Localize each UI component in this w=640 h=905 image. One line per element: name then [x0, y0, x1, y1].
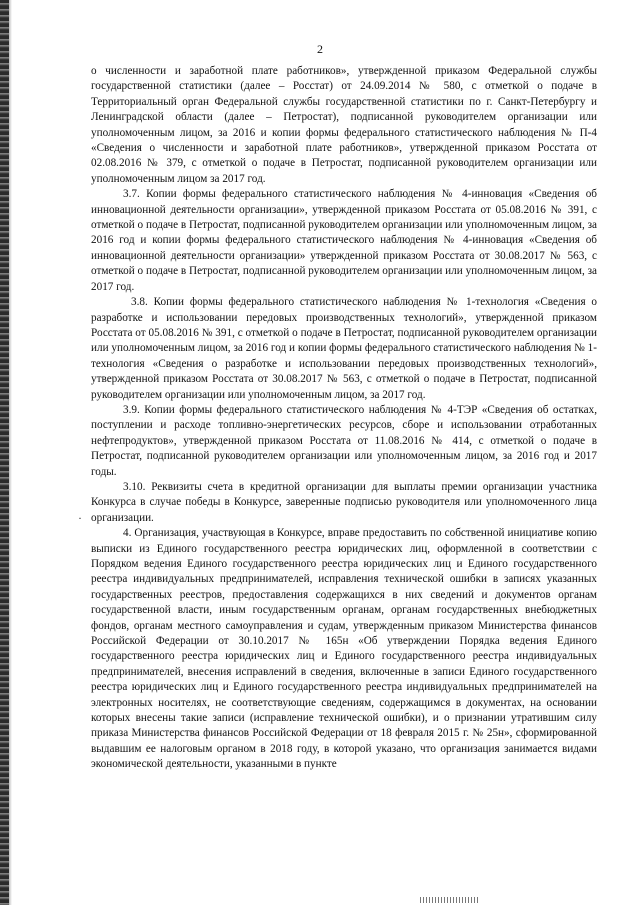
- document-body: [91, 64, 597, 773]
- margin-mark: ·: [78, 511, 82, 525]
- scan-binding-edge: [0, 0, 9, 905]
- paragraph-3-9: 3.9. Копии формы федерального статистического наблюдения № 4-ТЭР «Сведения об остатках, поступлении и расходе топливно-энергетических ресурсов, сборе и использовании отработанных нефтепродуктов», утвержденной приказом Росстата от 11.08.2016 № 414, с отметкой о подаче в Петростат, подписанной руководителем организации или уполномоченным лицом, за 2016 год и 2017 годы.: [91, 403, 597, 478]
- paragraph-4: 4. Организация, участвующая в Конкурсе, вправе предоставить по собственной инициативе копию выписки из Единого государственного реестра юридических лиц, оформленной в соответствии с Порядком ведения Единого государственного реестра юридических лиц и Единого государственного реестра индивидуальных предпринимателей, исправления технической ошибки в записях указанных государственных реестров, предоставления содержащихся в них сведений и документов органам государственной власти, иным государственным органам, органам государственных внебюджетных фондов, органам местного самоуправления и судам, утвержденным приказом Министерства финансов Российской Федерации от 30.10.2017 № 165н «Об утверждении Порядка ведения Единого государственного реестра юридических лиц и Единого государственного реестра индивидуальных предпринимателей, внесения исправлений в сведения, включенные в записи Единого государственного реестра юридических лиц и Единого государственного реестра индивидуальных предпринимателей на электронных носителях, не соответствующие сведениям, содержащимся в документах, на основании которых внесены такие записи (исправление технической ошибки), и о признании утратившим силу приказа Министерства финансов Российской Федерации от 18 февраля 2015 г. № 25н», сформированной выдавшим ее налоговым органом в 2018 году, в которой указано, что организация занимается видами экономической деятельности, указанными в пункте: [91, 527, 597, 771]
- page-number: 2: [317, 42, 323, 56]
- paragraph-3-10: 3.10. Реквизиты счета в кредитной организации для выплаты премии организации участника Конкурса в случае победы в Конкурсе, заверенные подписью руководителя или уполномоченного лица организации.: [91, 480, 597, 524]
- paragraph-3-8: 3.8. Копии формы федерального статистического наблюдения № 1-технология «Сведения о разработке и использовании передовых производственных технологий», утвержденной приказом Росстата от 05.08.2016 № 391, с отметкой о подаче в Петростат, подписанной руководителем организации или уполномоченным лицом, за 2016 год и копии формы федерального статистического наблюдения № 1-технология «Сведения о разработке и использовании передовых производственных технологий», утвержденной приказом Росстата от 30.08.2017 № 563, с отметкой о подаче в Петростат, подписанной руководителем организации или уполномоченным лицом, за 2017 год.: [91, 296, 597, 401]
- paragraph-3-7: 3.7. Копии формы федерального статистического наблюдения № 4-инновация «Сведения об инновационной деятельности организации», утвержденной приказом Росстата от 05.08.2016 № 391, с отметкой о подаче в Петростат, подписанной руководителем организации или уполномоченным лицом, за 2016 год и копии формы федерального статистического наблюдения № 4-инновация «Сведения об инновационной деятельности организации» утвержденной приказом Росстата от 30.08.2017 № 563, с отметкой о подаче в Петростат, подписанной руководителем организации или уполномоченным лицом, за 2017 год.: [91, 188, 597, 293]
- scan-barcode-strip: [420, 897, 480, 903]
- paragraph-continuation: о численности и заработной плате работников», утвержденной приказом Федеральной службы государственной статистики (далее – Росстат) от 24.09.2014 № 580, с отметкой о подаче в Территориальный орган Федеральной службы государственной статистики по г. Санкт-Петербургу и Ленинградской области (далее – Петростат), подписанной руководителем организации или уполномоченным лицом, за 2016 и копии формы федерального статистического наблюдения № П-4 «Сведения о численности и заработной плате работников», утвержденной приказом Росстата от 02.08.2016 № 379, с отметкой о подаче в Петростат, подписанной руководителем организации или уполномоченным лицом за 2017 год.: [91, 65, 597, 185]
